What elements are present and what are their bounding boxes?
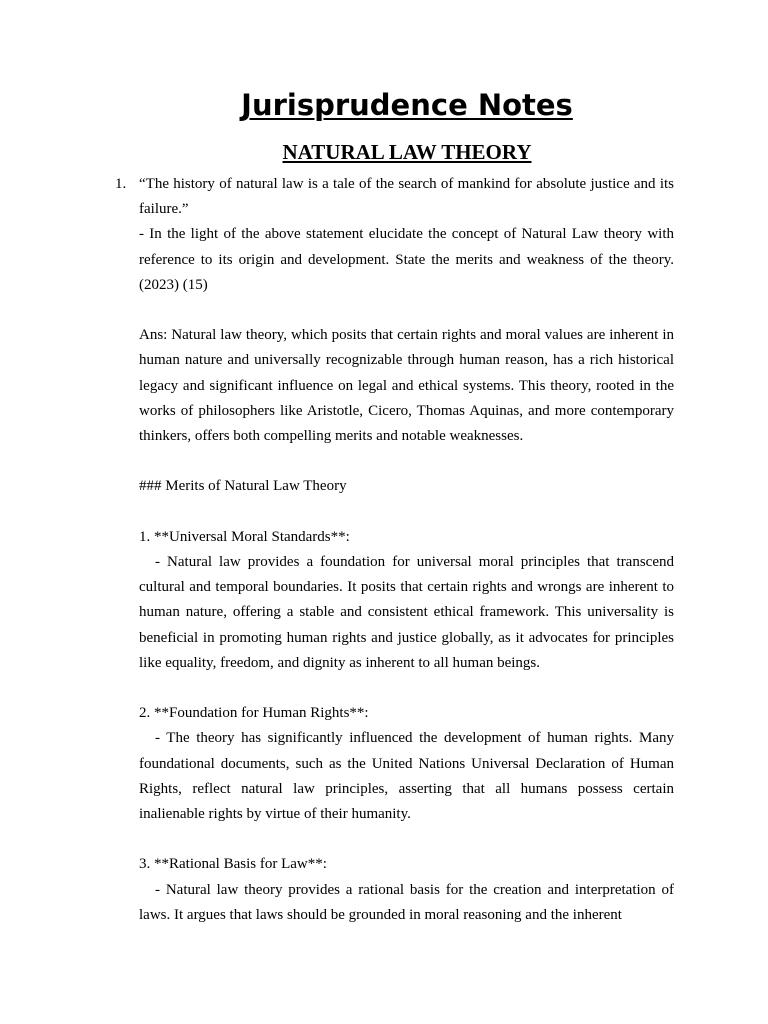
merit-point-text: - Natural law provides a foundation for universal moral principles that transcend cultural and temporal boundaries. It posits that certain rights and wrongs are inherent to human nature, offering a stable and consistent ethical framework. This universality is beneficial in promoting human rights and justice globally, as it advocates for principles like equality, freedom, and dignity as inherent to all human beings.: [139, 554, 674, 671]
document-title: Jurisprudence Notes: [241, 88, 573, 122]
answer-intro: Ans: Natural law theory, which posits that certain rights and moral values are inherent in human nature and universally recognizable through human reason, has a rich historical legacy and significant influence on legal and ethical systems. This theory, rooted in the works of philosophers like Aristotle, Cicero, Thomas Aquinas, and more contemporary thinkers, offers both compelling merits and notable weaknesses.: [139, 327, 674, 445]
document-body: [115, 172, 674, 928]
section-title: NATURAL LAW THEORY: [282, 140, 532, 164]
merits-heading: ### Merits of Natural Law Theory: [139, 478, 347, 495]
merit-point-text: - Natural law theory provides a rational basis for the creation and interpretation of laws. It argues that laws should be grounded in moral reasoning and the inherent: [139, 881, 674, 923]
question-number: 1.: [115, 176, 127, 192]
question-quote: “The history of natural law is a tale of the search of mankind for absolute justice and its failure.”: [139, 176, 674, 218]
merit-point-heading: 2. **Foundation for Human Rights**:: [139, 705, 369, 722]
merit-point-heading: 1. **Universal Moral Standards**:: [139, 528, 350, 545]
merit-point: [139, 525, 674, 676]
merit-point-text: - The theory has significantly influenced the development of human rights. Many foundational documents, such as the United Nations Universal Declaration of Human Rights, reflect natural law principles, asserting that all humans possess certain inalienable rights by virtue of their humanity.: [139, 730, 674, 823]
merit-point-heading: 3. **Rational Basis for Law**:: [139, 856, 327, 873]
merit-point: [139, 852, 674, 928]
merit-point: [139, 701, 674, 827]
question-prompt: - In the light of the above statement elucidate the concept of Natural Law theory with reference to its origin and development. State the merits and weakness of the theory. (2023) (15): [139, 226, 674, 293]
question-block: [115, 172, 674, 298]
